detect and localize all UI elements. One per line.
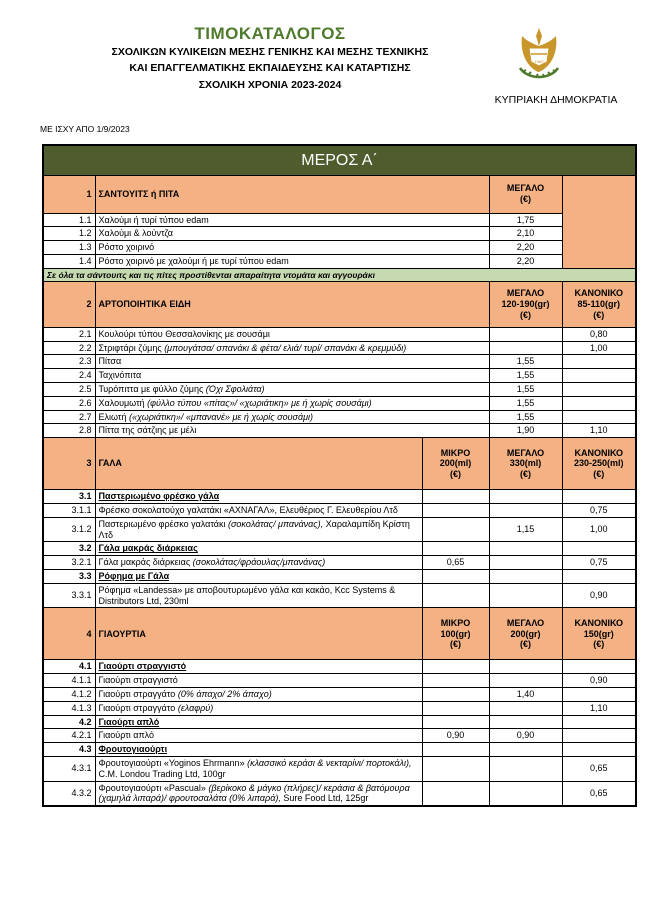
page-title: ΤΙΜΟΚΑΤΑΛΟΓΟΣ (194, 24, 346, 43)
item-number: 4.1.1 (43, 674, 95, 688)
item-name (95, 355, 489, 369)
item-name-text: Γιαούρτι στραγγάτο (98, 689, 178, 700)
blank-cell (489, 490, 562, 504)
price-large (489, 701, 562, 715)
item-number: 2.5 (43, 383, 95, 397)
price-regular: 0,75 (562, 504, 636, 518)
item-name-text: Φρέσκο σοκολατούχο γαλατάκι «ΑΧΝΑΓΑΛ», Ελευθέριος Γ. Ελευθερίου Λτδ (98, 505, 398, 516)
price-small (422, 517, 489, 542)
item-number: 1.1 (43, 213, 95, 227)
item-number: 3.1.2 (43, 517, 95, 542)
table-row (43, 757, 636, 782)
section-header-4 (43, 608, 636, 660)
subsection-row (43, 743, 636, 757)
subsection-row (43, 490, 636, 504)
table-row (43, 254, 636, 268)
price-regular: 0,90 (562, 583, 636, 608)
blank-cell (562, 542, 636, 556)
item-name-text: Φρουτογιαούρτι «Yoginos Ehrmann» (98, 758, 248, 768)
price-regular: 1,00 (562, 517, 636, 542)
item-number: 4.1.2 (43, 688, 95, 702)
table-row (43, 383, 636, 397)
price-large: 1,15 (489, 517, 562, 542)
item-number: 1.4 (43, 254, 95, 268)
item-name-text: Χαλουμωτή (98, 397, 148, 408)
table-row (43, 241, 636, 255)
item-name-text: Ελιωτή (98, 411, 129, 422)
item-name-text: Γιαούρτι απλό (98, 730, 155, 741)
table-row (43, 674, 636, 688)
item-detail: (σοκολάτας/φράουλας/μπανάνας) (192, 557, 326, 568)
item-number: 2.8 (43, 424, 95, 438)
item-name: Χαλούμι ή τυρί τύπου edam (95, 213, 489, 227)
section-header-2 (43, 281, 636, 327)
price-large (489, 674, 562, 688)
price-large: 1,55 (489, 369, 562, 383)
item-number: 3.3.1 (43, 583, 95, 608)
subsection-number: 3.1 (43, 490, 95, 504)
section-header-3 (43, 438, 636, 490)
item-name-text: Γιαούρτι στραγγιστό (98, 675, 178, 686)
table-row (43, 701, 636, 715)
item-name (95, 424, 489, 438)
subsection-number: 4.1 (43, 660, 95, 674)
price-small (422, 757, 489, 782)
table-row (43, 227, 636, 241)
item-name (95, 327, 489, 341)
col-large: ΜΕΓΑΛΟ 200(gr) (€) (489, 608, 562, 660)
subsection-title: Φρουτογιαούρτι (95, 743, 422, 757)
item-number: 2.6 (43, 396, 95, 410)
price-large: 2,20 (489, 241, 562, 255)
item-name (95, 757, 422, 782)
table-row (43, 355, 636, 369)
price-large (489, 504, 562, 518)
price-regular (562, 688, 636, 702)
item-name-text: Πίττα της σάτζιης με μέλι (98, 425, 197, 436)
country-name: ΚΥΠΡΙΑΚΗ ΔΗΜΟΚΡΑΤΙΑ (494, 94, 618, 106)
item-name (95, 729, 422, 743)
price-large: 1,90 (489, 424, 562, 438)
price-regular: 0,75 (562, 556, 636, 570)
price-regular: 1,10 (562, 701, 636, 715)
price-large: 1,55 (489, 383, 562, 397)
item-supplier: C.M. Londou Trading Ltd, 100gr (98, 768, 226, 779)
blank-cell (489, 542, 562, 556)
price-small: 0,90 (422, 729, 489, 743)
item-supplier: Sure Food Ltd, 125gr (280, 793, 369, 804)
item-name-text: Πίτσα (98, 356, 122, 367)
price-small (422, 674, 489, 688)
table-row (43, 781, 636, 806)
item-number: 1.2 (43, 227, 95, 241)
blank-cell (489, 743, 562, 757)
price-regular (562, 396, 636, 410)
item-name-text: Φρουτογιαούρτι «Pascual» (98, 782, 209, 793)
blank-cell (562, 743, 636, 757)
subsection-title: Γάλα μακράς διάρκειας (95, 542, 422, 556)
table-row (43, 556, 636, 570)
price-large: 1,40 (489, 688, 562, 702)
col-small: ΜΙΚΡΟ 200(ml) (€) (422, 438, 489, 490)
price-regular: 0,90 (562, 674, 636, 688)
subsection-number: 3.3 (43, 570, 95, 584)
price-regular: 1,10 (562, 424, 636, 438)
table-row (43, 688, 636, 702)
subsection-title: Ρόφημα με Γάλα (95, 570, 422, 584)
price-regular (562, 383, 636, 397)
price-small (422, 701, 489, 715)
item-number: 1.3 (43, 241, 95, 255)
subsection-row (43, 542, 636, 556)
subsection-title: Γιαούρτι στραγγιστό (95, 660, 422, 674)
item-name-text: Παστεριωμένο φρέσκο γαλατάκι (98, 518, 228, 529)
item-name-text: Ρόφημα «Landessa» με αποβουτυρωμένο γάλα και κακάο, Kcc Systems & Distributors Ltd, 230ml (98, 584, 396, 606)
col-small: ΜΙΚΡΟ 100(gr) (€) (422, 608, 489, 660)
item-name (95, 410, 489, 424)
item-name: Χαλούμι & λούντζα (95, 227, 489, 241)
col-large: ΜΕΓΑΛΟ 120-190(gr) (€) (489, 281, 562, 327)
blank-cell (562, 715, 636, 729)
item-name-text: Γάλα μακράς διάρκειας (98, 557, 193, 568)
item-name (95, 674, 422, 688)
table-row (43, 583, 636, 608)
item-name (95, 504, 422, 518)
section-header-1 (43, 175, 636, 213)
price-large (489, 583, 562, 608)
price-table (42, 144, 637, 807)
table-row (43, 410, 636, 424)
page-header (0, 0, 646, 140)
price-small (422, 688, 489, 702)
section-number: 1 (43, 175, 95, 213)
price-regular (562, 729, 636, 743)
price-large: 2,20 (489, 254, 562, 268)
section-number: 4 (43, 608, 95, 660)
blank-cell (489, 660, 562, 674)
coat-of-arms-icon (516, 22, 562, 82)
item-number: 3.2.1 (43, 556, 95, 570)
price-regular: 1,00 (562, 341, 636, 355)
price-large: 0,90 (489, 729, 562, 743)
item-name-text: Γιαούρτι στραγγάτο (98, 702, 178, 713)
blank-cell (562, 570, 636, 584)
table-row (43, 341, 636, 355)
item-name (95, 556, 422, 570)
section-number: 3 (43, 438, 95, 490)
col-large: ΜΕΓΑΛΟ 330(ml) (€) (489, 438, 562, 490)
subtitle-line-1: ΣΧΟΛΙΚΩΝ ΚΥΛΙΚΕΙΩΝ ΜΕΣΗΣ ΓΕΝΙΚΗΣ ΚΑΙ ΜΕΣΗΣ ΤΕΧΝΙΚΗΣ (111, 46, 429, 58)
subsection-row (43, 570, 636, 584)
item-detail: (κλασσικό κεράσι & νεκταρίνι/ πορτοκάλι), (247, 758, 412, 768)
item-number: 4.2.1 (43, 729, 95, 743)
item-name (95, 383, 489, 397)
item-detail: (ελαφρύ) (177, 702, 214, 713)
section-title: ΓΙΑΟΥΡΤΙΑ (95, 608, 422, 660)
item-detail: («χωριάτικη»/ «μπανανέ» με ή χωρίς σουσάμι) (128, 411, 314, 422)
price-regular: 0,65 (562, 757, 636, 782)
item-detail: (βερίκοκο & μάγκο (πλήρες)/ κεράσια & βατόμουρα (χαμηλά λιπαρά)/ φρουτοσαλάτα (0% λιπαρά), (98, 782, 410, 804)
emblem-year: 1960 (534, 59, 544, 64)
table-row (43, 517, 636, 542)
price-regular (562, 410, 636, 424)
price-regular (562, 369, 636, 383)
blank-cell (562, 175, 636, 268)
item-name: Ρόστο χοιρινό με χαλούμι ή με τυρί τύπου edam (95, 254, 489, 268)
col-regular: ΚΑΝΟΝΙΚΟ 230-250(ml) (€) (562, 438, 636, 490)
item-name (95, 517, 422, 542)
table-row (43, 327, 636, 341)
table-row (43, 369, 636, 383)
section-title: ΑΡΤΟΠΟΙΗΤΙΚΑ ΕΙΔΗ (95, 281, 489, 327)
item-number: 2.1 (43, 327, 95, 341)
price-large: 1,55 (489, 410, 562, 424)
price-regular: 0,80 (562, 327, 636, 341)
price-small (422, 781, 489, 806)
part-title: ΜΕΡΟΣ Α΄ (43, 145, 636, 175)
subsection-number: 3.2 (43, 542, 95, 556)
blank-cell (562, 490, 636, 504)
blank-cell (422, 570, 489, 584)
part-banner (43, 145, 636, 175)
table-row (43, 504, 636, 518)
item-detail: (0% άπαχο/ 2% άπαχο) (177, 689, 272, 700)
blank-cell (422, 542, 489, 556)
item-name (95, 396, 489, 410)
item-name (95, 701, 422, 715)
price-large (489, 327, 562, 341)
blank-cell (422, 715, 489, 729)
price-regular (562, 355, 636, 369)
item-detail: (φύλλο τύπου «πίτας»/ «χωριάτικη» με ή χωρίς σουσάμι) (147, 397, 372, 408)
col-regular: ΚΑΝΟΝΙΚΟ 85-110(gr) (€) (562, 281, 636, 327)
col-regular: ΚΑΝΟΝΙΚΟ 150(gr) (€) (562, 608, 636, 660)
price-small: 0,65 (422, 556, 489, 570)
subsection-title: Παστεριωμένο φρέσκο γάλα (95, 490, 422, 504)
price-small (422, 504, 489, 518)
blank-cell (422, 660, 489, 674)
blank-cell (562, 660, 636, 674)
price-regular: 0,65 (562, 781, 636, 806)
item-name-text: Στριφτάρι ζύμης (98, 342, 165, 353)
subsection-row (43, 715, 636, 729)
table-row (43, 424, 636, 438)
section-number: 2 (43, 281, 95, 327)
item-number: 2.4 (43, 369, 95, 383)
price-large (489, 781, 562, 806)
item-name (95, 781, 422, 806)
blank-cell (489, 715, 562, 729)
price-small (422, 583, 489, 608)
subsection-row (43, 660, 636, 674)
subsection-title: Γιαούρτι απλό (95, 715, 422, 729)
col-large: ΜΕΓΑΛΟ (€) (489, 175, 562, 213)
section-title: ΓΑΛΑ (95, 438, 422, 490)
subsection-number: 4.2 (43, 715, 95, 729)
item-number: 2.3 (43, 355, 95, 369)
item-detail: (Όχι Σφολιάτα) (205, 384, 265, 395)
subsection-number: 4.3 (43, 743, 95, 757)
item-number: 3.1.1 (43, 504, 95, 518)
item-number: 2.2 (43, 341, 95, 355)
item-number: 2.7 (43, 410, 95, 424)
section-title: ΣΑΝΤΟΥΙΤΣ ή ΠΙΤΑ (95, 175, 489, 213)
item-number: 4.1.3 (43, 701, 95, 715)
item-name-text: Τυρόπιττα με φύλλο ζύμης (98, 384, 206, 395)
price-large: 1,55 (489, 396, 562, 410)
price-large: 1,75 (489, 213, 562, 227)
table-row (43, 213, 636, 227)
blank-cell (489, 570, 562, 584)
item-name: Ρόστο χοιρινό (95, 241, 489, 255)
item-name (95, 583, 422, 608)
item-name (95, 341, 489, 355)
item-name (95, 688, 422, 702)
price-large: 2,10 (489, 227, 562, 241)
valid-from: ΜΕ ΙΣΧΥ ΑΠΟ 1/9/2023 (40, 124, 130, 134)
price-large (489, 556, 562, 570)
item-supplier: Χαραλαμπίδη Κρίστη Λτδ (98, 518, 410, 540)
item-name (95, 369, 489, 383)
item-detail: (μπουγάτσα/ σπανάκι & φέτα/ ελιά/ τυρί/ σπανάκι & κρεμμύδι) (164, 342, 407, 353)
subtitle-line-2: ΚΑΙ ΕΠΑΓΓΕΛΜΑΤΙΚΗΣ ΕΚΠΑΙΔΕΥΣΗΣ ΚΑΙ ΚΑΤΑΡΤΙΣΗΣ (129, 62, 411, 74)
table-row (43, 396, 636, 410)
item-name-text: Κουλούρι τύπου Θεσσαλονίκης με σουσάμι (98, 328, 270, 339)
item-number: 4.3.2 (43, 781, 95, 806)
school-year: ΣΧΟΛΙΚΗ ΧΡΟΝΙΑ 2023-2024 (198, 79, 342, 91)
blank-cell (422, 490, 489, 504)
price-large: 1,55 (489, 355, 562, 369)
price-large (489, 757, 562, 782)
note-text: Σε όλα τα σάντουιτς και τις πίτες προστίθενται απαραίτητα ντομάτα και αγγουράκι (43, 268, 636, 281)
note-row (43, 268, 636, 281)
item-detail: (σοκολάτας/ μπανάνας), (228, 518, 324, 529)
price-large (489, 341, 562, 355)
item-number: 4.3.1 (43, 757, 95, 782)
item-name-text: Ταχινόπιτα (98, 370, 142, 381)
blank-cell (422, 743, 489, 757)
table-row (43, 729, 636, 743)
